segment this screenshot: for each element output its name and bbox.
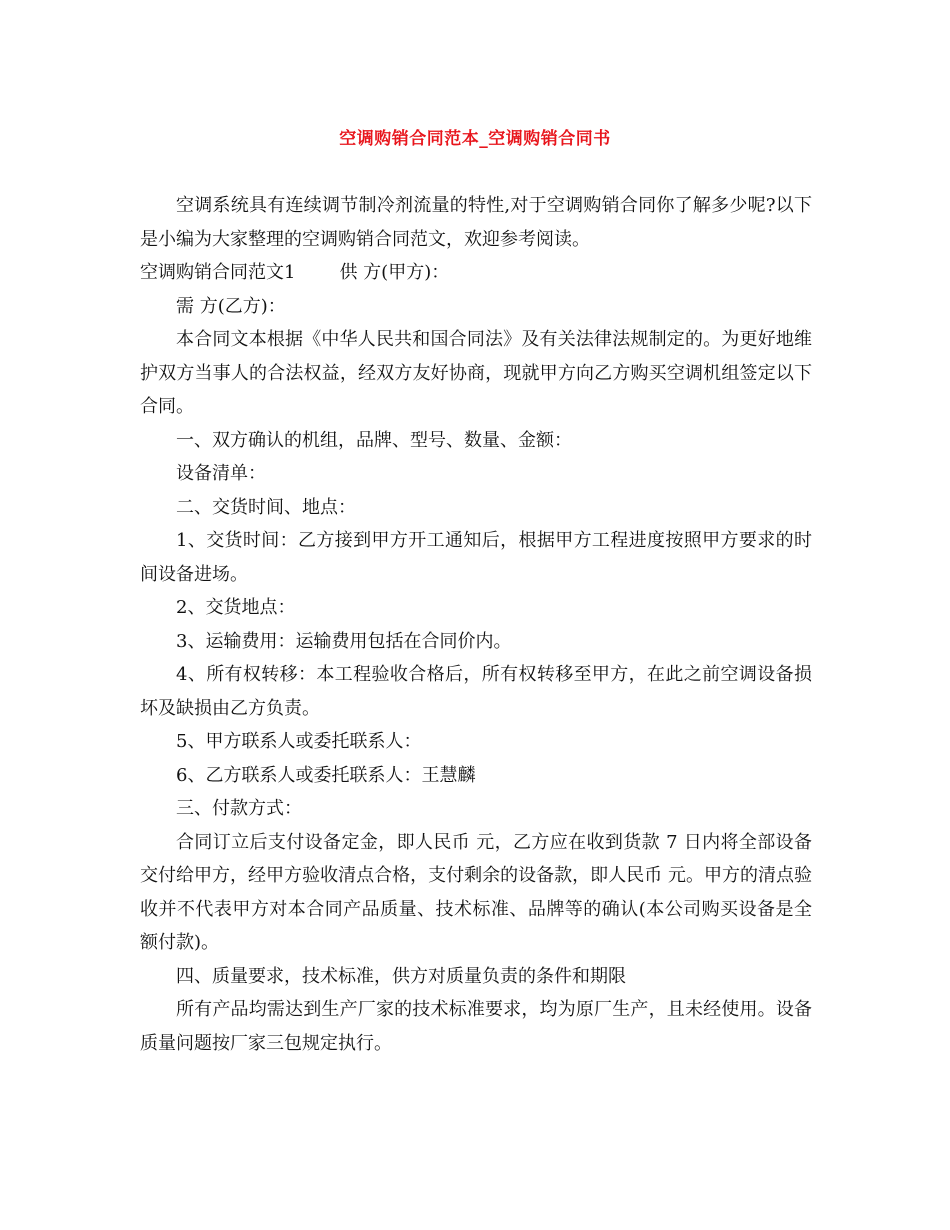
party-b-label: 需 方(乙方)： — [176, 295, 286, 317]
section-3-heading: 三、付款方式： — [176, 798, 302, 819]
section-3-body: 合同订立后支付设备定金，即人民币 元，乙方应在收到货款 7 日内将全部设备交付给甲方，经甲方验收清点合格，支付剩余的设备款，即人民币 元。甲方的清点验收并不代表甲方对本合同产品质量、技术标准、品牌等的确认(本公司购买设备是全额付款)。 — [140, 831, 812, 953]
clause-2-4: 4、所有权转移：本工程验收合格后，所有权转移至甲方，在此之前空调设备损坏及缺损由乙方负责。 — [140, 664, 812, 719]
paragraph-intro: 空调系统具有连续调节制冷剂流量的特性,对于空调购销合同你了解多少呢?以下是小编为大家整理的空调购销合同范文，欢迎参考阅读。 — [140, 195, 812, 250]
equipment-list-label: 设备清单： — [176, 463, 266, 484]
section-4-body: 所有产品均需达到生产厂家的技术标准要求，均为原厂生产，且未经使用。设备质量问题按厂家三包规定执行。 — [140, 999, 812, 1054]
clause-2-5: 5、甲方联系人或委托联系人： — [176, 731, 422, 752]
clause-2-2: 2、交货地点： — [176, 597, 296, 618]
paragraph-preamble: 本合同文本根据《中华人民共和国合同法》及有关法律法规制定的。为更好地维护双方当事人的合法权益，经双方友好协商，现就甲方向乙方购买空调机组签定以下合同。 — [140, 329, 812, 417]
section-1-heading: 一、双方确认的机组，品牌、型号、数量、金额： — [176, 429, 572, 451]
section-4-heading: 四、质量要求，技术标准，供方对质量负责的条件和期限 — [176, 965, 626, 987]
clause-2-3: 3、运输费用：运输费用包括在合同价内。 — [176, 630, 512, 652]
section-2-heading: 二、交货时间、地点： — [176, 496, 356, 518]
paragraph-sample-heading-line — [140, 256, 812, 290]
document-title: 空调购销合同范本_空调购销合同书 — [339, 129, 611, 149]
clause-2-1: 1、交货时间：乙方接到甲方开工通知后，根据甲方工程进度按照甲方要求的时间设备进场。 — [140, 530, 812, 585]
sample-heading: 空调购销合同范文1 — [140, 262, 296, 283]
clause-2-6: 6、乙方联系人或委托联系人：王慧麟 — [176, 764, 476, 786]
document-body — [140, 189, 812, 1060]
party-a-label: 供 方(甲方)： — [339, 262, 450, 283]
